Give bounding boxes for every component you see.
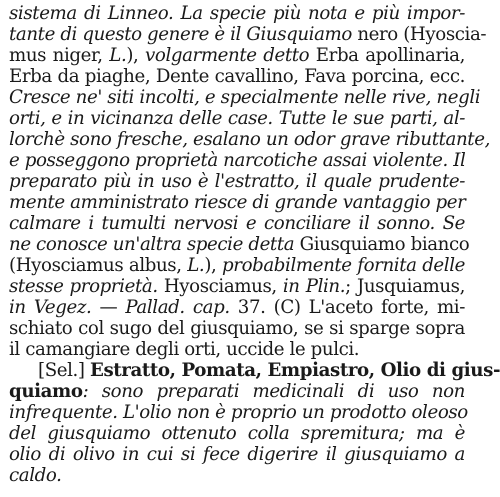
text-segment: caldo.	[9, 465, 62, 486]
text-segment: Erba da piaghe, Dente cavallino, Fava porcina, ecc.	[9, 66, 465, 87]
text-segment: del giusquiamo ottenuto colla spremitura; ma è	[9, 423, 465, 444]
text-segment: [Sel.]	[38, 360, 90, 381]
text-segment: Giusquiamo bianco	[294, 234, 470, 255]
text-segment: 37. (C) L'aceto forte, mi-	[229, 297, 465, 318]
text-segment: Estratto, Pomata, Empiastro, Olio di gius-	[90, 360, 500, 381]
text-segment: ne conosce un'altra specie detta	[9, 234, 295, 255]
text-segment: tante di questo genere è il Giusquiamo	[9, 24, 352, 45]
text-segment: nero (Hyoscia-	[351, 24, 487, 45]
text-segment: : sono preparati medicinali di uso non	[82, 381, 465, 402]
text-segment: (Hyosciamus albus,	[9, 255, 188, 276]
text-segment: Hyosciamus,	[157, 276, 283, 297]
text-segment: ; Jusquiamus,	[345, 276, 465, 297]
text-segment: infrequente. L'olio non è proprio un prodotto oleoso	[9, 402, 468, 423]
text-segment: probabilmente fornita delle	[222, 255, 465, 276]
text-segment: L.	[109, 45, 127, 66]
text-segment: ),	[126, 45, 146, 66]
text-segment: ),	[204, 255, 223, 276]
text-segment: mus niger,	[9, 45, 110, 66]
text-segment: quiamo	[9, 381, 83, 402]
text-segment: volgarmente detto	[145, 45, 310, 66]
text-segment: sistema di Linneo. La specie più nota e più impor-	[9, 3, 465, 24]
text-segment: schiato col sugo del giusquiamo, se si sparge sopra	[9, 318, 465, 339]
text-segment: calmare i tumulti nervosi e conciliare il sonno. Se	[9, 213, 465, 234]
text-segment: orti, e in vicinanza delle case. Tutte le sue parti, al-	[9, 108, 465, 129]
text-segment: Cresce ne' siti incolti, e specialmente nelle rive, negli	[9, 87, 481, 108]
text-segment: L.	[187, 255, 205, 276]
text-segment: in Vegez.	[9, 297, 92, 318]
text-segment: —	[91, 297, 126, 318]
text-segment: olio di olivo in cui si fece digerire il giusquiamo a	[9, 444, 465, 465]
text-segment: mente amministrato riesce di grande vantaggio per	[9, 192, 466, 213]
text-segment: lorchè sono fresche, esalano un odor grave ributtante,	[9, 129, 490, 150]
text-segment: il camangiare degli orti, uccide le pulci.	[9, 339, 360, 360]
text-segment: in Plin.	[282, 276, 346, 297]
text-line-23	[9, 464, 465, 488]
text-segment: preparato più in uso è l'estratto, il quale prudente-	[9, 171, 465, 192]
text-segment: stesse proprietà.	[9, 276, 158, 297]
text-segment: Erba apollinaria,	[309, 45, 465, 66]
text-segment: e posseggono proprietà narcotiche assai violente. Il	[9, 150, 466, 171]
text-segment: Pallad. cap.	[125, 297, 230, 318]
